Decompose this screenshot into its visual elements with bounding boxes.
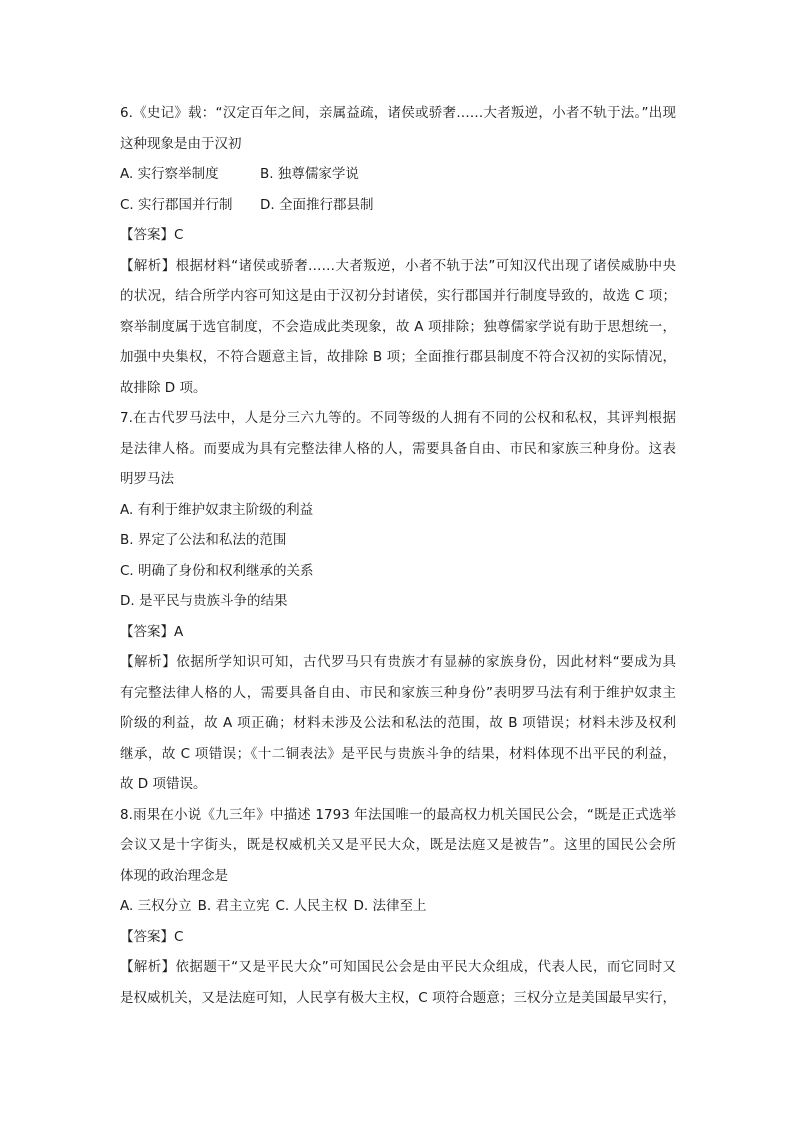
question-6-option-c: C. 实行郡国并行制	[120, 196, 233, 213]
question-6-analysis-line-1: 【解析】根据材料“诸侯或骄奢……大者叛逆，小者不轨于法”可知汉代出现了诸侯威胁中央	[120, 257, 676, 274]
question-7-analysis-line-1: 【解析】依据所学知识可知，古代罗马只有贵族才有显赫的家族身份，因此材料“要成为具	[120, 654, 676, 670]
question-8-stem-line-2: 会议又是十字街头，既是权威机关又是平民大众，既是法庭又是被告”。这里的国民公会所	[120, 837, 676, 853]
question-6-answer: 【答案】C	[120, 227, 184, 243]
document-page	[120, 98, 676, 1013]
question-8-stem-line-1: 8.雨果在小说《九三年》中描述 1793 年法国唯一的最高权力机关国民公会，“既是正式选举	[120, 806, 676, 823]
question-8-option-a: A. 三权分立	[120, 898, 192, 914]
question-6-stem-line-1: 6.《史记》载：“汉定百年之间，亲属益疏，诸侯或骄奢……大者叛逆，小者不轨于法。”出现	[120, 105, 676, 121]
question-6-analysis-line-2: 的状况，结合所学内容可知这是由于汉初分封诸侯，实行郡国并行制度导致的，故选 C 项；	[120, 288, 676, 304]
question-6-option-b: B. 独尊儒家学说	[260, 166, 359, 182]
question-7-stem-line-3: 明罗马法	[120, 471, 174, 487]
question-7-stem-line-2: 是法律人格。而要成为具有完整法律人格的人，需要具备自由、市民和家族三种身份。这表	[120, 440, 676, 457]
question-7-answer: 【答案】A	[120, 623, 184, 640]
question-7	[120, 403, 676, 800]
question-7-analysis-line-2: 有完整法律人格的人，需要具备自由、市民和家族三种身份”表明罗马法有利于维护奴隶主	[120, 684, 676, 701]
question-8-option-d: D. 法律至上	[353, 898, 427, 914]
question-8-options-row	[120, 891, 676, 922]
question-8-option-c: C. 人民主权	[275, 898, 348, 914]
question-6-stem-line-2: 这种现象是由于汉初	[120, 135, 242, 152]
question-8-analysis-line-2: 是权威机关，又是法庭可知，人民享有极大主权，C 项符合题意；三权分立是美国最早实行，	[120, 989, 676, 1006]
question-6	[120, 98, 676, 403]
question-7-option-d: D. 是平民与贵族斗争的结果	[120, 593, 288, 609]
question-6-option-a: A. 实行察举制度	[120, 166, 219, 182]
question-6-analysis-line-3: 察举制度属于选官制度，不会造成此类现象，故 A 项排除；独尊儒家学说有助于思想统一，	[120, 318, 676, 335]
question-7-option-a: A. 有利于维护奴隶主阶级的利益	[120, 501, 314, 518]
question-8-analysis-line-1: 【解析】依据题干“又是平民大众”可知国民公会是由平民大众组成，代表人民，而它同时又	[120, 959, 676, 975]
question-8-stem-line-3: 体现的政治理念是	[120, 867, 228, 884]
question-7-option-c: C. 明确了身份和权利继承的关系	[120, 562, 314, 579]
question-6-option-d: D. 全面推行郡县制	[260, 196, 374, 213]
question-7-analysis-line-5: 故 D 项错误。	[120, 776, 207, 792]
question-8-answer: 【答案】C	[120, 928, 184, 945]
question-6-options-row-2	[120, 190, 676, 221]
question-7-analysis-line-4: 继承，故 C 项错误；《十二铜表法》是平民与贵族斗争的结果，材料体现不出平民的利益，	[120, 745, 676, 762]
question-6-options-row-1	[120, 159, 676, 190]
question-7-analysis-line-3: 阶级的利益，故 A 项正确；材料未涉及公法和私法的范围，故 B 项错误；材料未涉及权利	[120, 715, 676, 731]
question-7-option-b: B. 界定了公法和私法的范围	[120, 532, 287, 548]
question-7-stem-line-1: 7.在古代罗马法中，人是分三六九等的。不同等级的人拥有不同的公权和私权，其评判根据	[120, 410, 676, 426]
question-8-option-b: B. 君主立宪	[197, 898, 270, 914]
question-6-analysis-line-4: 加强中央集权，不符合题意主旨，故排除 B 项；全面推行郡县制度不符合汉初的实际情况，	[120, 349, 676, 365]
question-6-analysis-line-5: 故排除 D 项。	[120, 379, 207, 396]
question-8	[120, 800, 676, 1014]
